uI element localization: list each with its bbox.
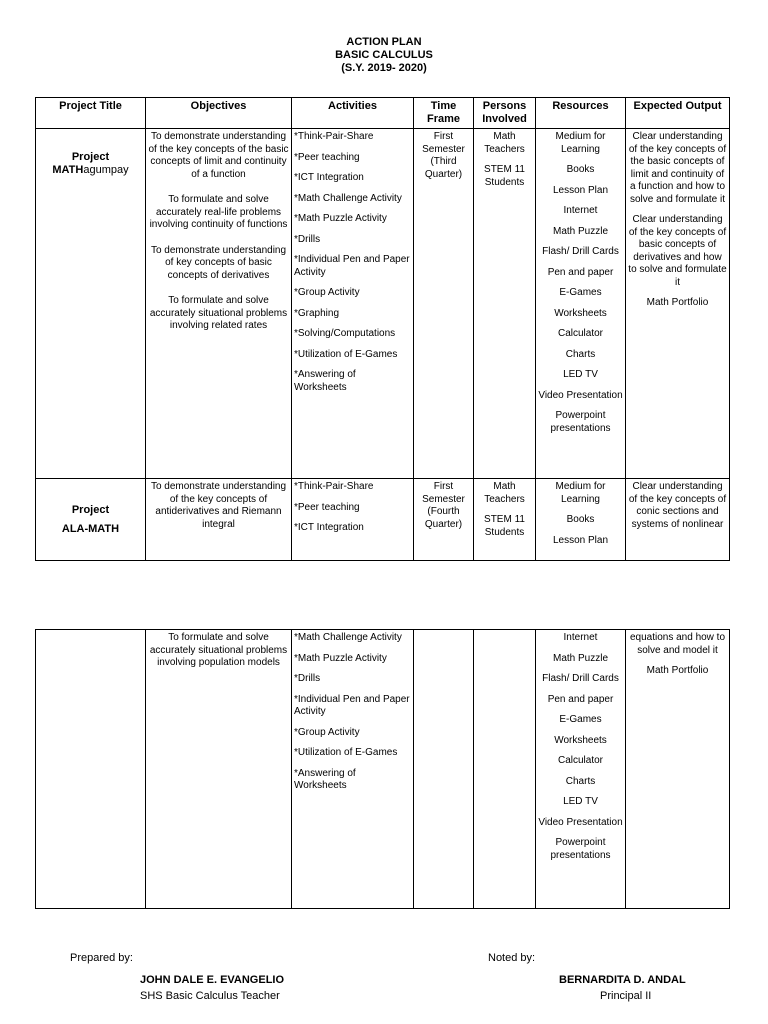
resource-item: Charts: [565, 348, 596, 360]
project-label: Project: [71, 151, 110, 163]
time-frame-cell: [414, 129, 474, 479]
table-row: [36, 479, 730, 561]
resource-item: Calculator: [557, 328, 604, 339]
outputs-cell: [626, 479, 730, 561]
noted-by-name: BERNARDITA D. ANDAL: [559, 974, 686, 986]
resource-item: Charts: [565, 775, 596, 787]
column-header: Activities: [292, 98, 414, 129]
activity-item: *ICT Integration: [294, 522, 364, 533]
resource-item: Medium for Learning: [555, 131, 606, 155]
prepared-by-role: SHS Basic Calculus Teacher: [140, 990, 280, 1002]
persons-cell: [474, 479, 536, 561]
title-line-1: ACTION PLAN: [346, 36, 422, 48]
objectives-cell: [146, 479, 292, 561]
resource-item: Flash/ Drill Cards: [542, 246, 619, 257]
resource-item: LED TV: [563, 369, 598, 380]
person-item: Math Teachers: [484, 481, 525, 505]
noted-by-label: Noted by:: [488, 952, 536, 964]
time-frame-cell: [414, 630, 474, 909]
output-item: Math Portfolio: [646, 665, 709, 676]
output-item: Clear understanding of the key concepts of the basic concepts of limit and continuity of a function and how to solve and formulate it: [628, 131, 727, 205]
activities-cell: [292, 479, 414, 561]
resource-item: Worksheets: [554, 307, 607, 319]
activity-item: *Answering of Worksheets: [294, 369, 356, 393]
project-name: ALA-MATH: [61, 523, 120, 535]
time-frame-cell: [414, 479, 474, 561]
resource-item: Video Presentation: [538, 816, 623, 828]
objective-item: To formulate and solve accurately situational problems involving population models: [149, 632, 288, 668]
activity-item: *Think-Pair-Share: [294, 481, 374, 492]
resource-item: Powerpoint presentations: [550, 410, 611, 434]
project-title-cell: [36, 630, 146, 909]
person-item: STEM 11 Students: [484, 514, 525, 538]
objectives-cell: [146, 129, 292, 479]
objective-item: To demonstrate understanding of key concepts of basic concepts of derivatives: [150, 244, 287, 281]
column-header: Objectives: [146, 98, 292, 129]
resource-item: Math Puzzle: [552, 225, 609, 237]
activity-item: *Individual Pen and Paper Activity: [294, 693, 410, 717]
resource-item: Lesson Plan: [552, 534, 609, 546]
resource-item: Calculator: [557, 755, 604, 766]
column-header: Project Title: [36, 98, 146, 129]
outputs-cell: [626, 630, 730, 909]
project-name-rest: agumpay: [83, 163, 129, 176]
activity-item: *Drills: [294, 233, 321, 245]
objective-item: To demonstrate understanding of the key concepts of antiderivatives and Riemann integral: [150, 481, 287, 530]
activity-item: *Peer teaching: [294, 501, 360, 513]
activity-item: *Individual Pen and Paper Activity: [294, 254, 410, 278]
time-frame-text: First Semester (Fourth Quarter): [422, 481, 465, 530]
column-header: Resources: [536, 98, 626, 129]
resource-item: Flash/ Drill Cards: [542, 673, 619, 684]
resource-item: Worksheets: [554, 734, 607, 746]
resource-item: LED TV: [563, 796, 598, 807]
activity-item: *Think-Pair-Share: [294, 131, 374, 142]
project-label: Project: [71, 504, 110, 516]
activity-item: *Utilization of E-Games: [294, 747, 398, 758]
activity-item: *Group Activity: [294, 726, 360, 738]
objective-item: To formulate and solve accurately situational problems involving related rates: [149, 295, 288, 331]
table-header-row: [36, 98, 730, 129]
table-row: [36, 129, 730, 479]
activity-item: *Math Puzzle Activity: [294, 652, 387, 664]
activity-item: *Solving/Computations: [294, 328, 396, 339]
person-item: STEM 11 Students: [484, 164, 525, 188]
prepared-by-label: Prepared by:: [70, 952, 133, 964]
resource-item: Books: [566, 514, 595, 525]
resource-item: Internet: [563, 632, 598, 643]
column-header: Expected Output: [626, 98, 730, 129]
output-item: Clear understanding of the key concepts of conic sections and systems of nonlinear: [628, 481, 727, 530]
activity-item: *Group Activity: [294, 287, 360, 298]
activity-item: *Math Challenge Activity: [294, 192, 402, 204]
resources-cell: [536, 630, 626, 909]
resource-item: Lesson Plan: [552, 184, 609, 196]
output-item: Clear understanding of the key concepts of basic concepts of derivatives and how to solve and formulate it: [628, 214, 727, 288]
output-item: Math Portfolio: [646, 297, 709, 308]
resource-item: Pen and paper: [547, 266, 614, 278]
action-plan-table: [35, 97, 730, 561]
project-title-cell: [36, 479, 146, 561]
activity-item: *Utilization of E-Games: [294, 348, 398, 360]
title-line-2: BASIC CALCULUS: [335, 49, 433, 61]
resource-item: Math Puzzle: [552, 652, 609, 664]
title-line-3: (S.Y. 2019- 2020): [341, 62, 427, 74]
activities-cell: [292, 129, 414, 479]
project-name-bold: MATH: [52, 163, 84, 176]
resources-cell: [536, 479, 626, 561]
table-row: [36, 630, 730, 909]
objective-item: To demonstrate understanding of the key concepts of the basic concepts of limit and continuity of a function: [148, 131, 289, 180]
activity-item: *Peer teaching: [294, 151, 360, 163]
prepared-by-name: JOHN DALE E. EVANGELIO: [140, 974, 285, 986]
resource-item: E-Games: [559, 287, 602, 298]
resource-item: E-Games: [559, 714, 602, 725]
persons-cell: [474, 129, 536, 479]
outputs-cell: [626, 129, 730, 479]
activity-item: *Math Challenge Activity: [294, 632, 402, 643]
activity-item: *ICT Integration: [294, 172, 364, 183]
resource-item: Video Presentation: [538, 389, 623, 401]
activity-item: *Graphing: [294, 307, 340, 319]
objective-item: To formulate and solve accurately real-life problems involving continuity of functions: [149, 194, 288, 230]
objectives-cell: [146, 630, 292, 909]
noted-by-role: Principal II: [600, 990, 652, 1002]
column-header: Time Frame: [414, 98, 474, 129]
resource-item: Pen and paper: [547, 693, 614, 705]
resources-cell: [536, 129, 626, 479]
project-title-cell: [36, 129, 146, 479]
time-frame-text: First Semester (Third Quarter): [422, 131, 465, 180]
activity-item: *Math Puzzle Activity: [294, 213, 387, 224]
action-plan-table-continued: [35, 629, 730, 909]
resource-item: Medium for Learning: [555, 481, 606, 505]
resource-item: Internet: [563, 205, 598, 216]
persons-cell: [474, 630, 536, 909]
activity-item: *Drills: [294, 673, 321, 684]
document-title: [0, 36, 768, 75]
resource-item: Books: [566, 164, 595, 175]
activity-item: *Answering of Worksheets: [294, 767, 356, 791]
activities-cell: [292, 630, 414, 909]
column-header: Persons Involved: [474, 98, 536, 129]
resource-item: Powerpoint presentations: [550, 837, 611, 861]
output-item: equations and how to solve and model it: [629, 632, 726, 656]
person-item: Math Teachers: [484, 131, 525, 155]
